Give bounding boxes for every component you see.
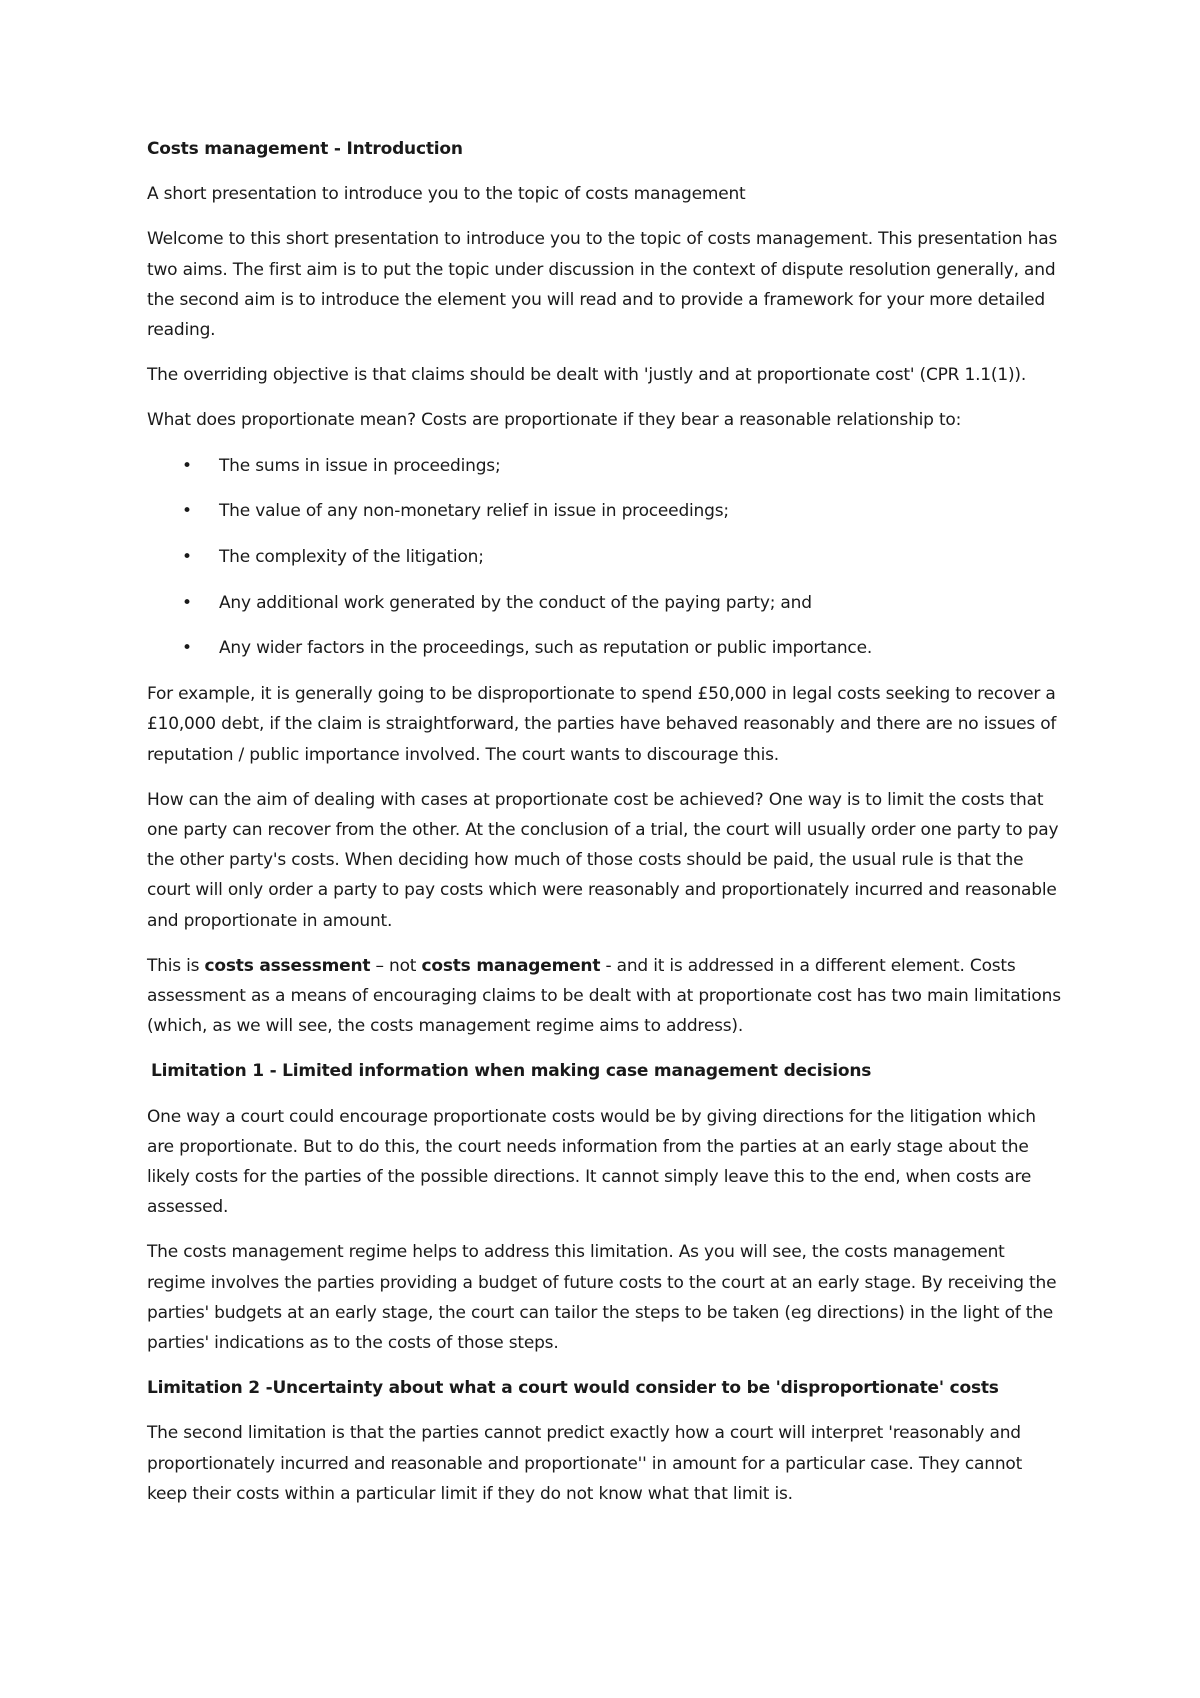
proportionality-factors-list bbox=[147, 451, 1067, 664]
limitation-2-heading: Limitation 2 -Uncertainty about what a court would consider to be 'disproportionate' costs bbox=[147, 1378, 999, 1399]
welcome-paragraph: Welcome to this short presentation to introduce you to the topic of costs management. This presentation has two aims. The first aim is to put the topic under discussion in the context of dispute resolution generally, and the second aim is to introduce the element you will read and to provide a framework for your more detailed reading. bbox=[147, 229, 1058, 341]
regime-paragraph: The costs management regime helps to address this limitation. As you will see, the costs management regime involves the parties providing a budget of future costs to the court at an early stage. By receiving the parties' budgets at an early stage, the court can tailor the steps to be taken (eg directions) in the light of the parties' indications as to the costs of those steps. bbox=[147, 1242, 1057, 1353]
costs-assessment-paragraph bbox=[147, 951, 1067, 1042]
bullet-icon: • bbox=[182, 455, 192, 476]
second-limitation-paragraph: The second limitation is that the parties cannot predict exactly how a court will interpret 'reasonably and proportionately incurred and reasonable and proportionate'' in amount for a particular case. They cannot keep their costs within a particular limit if they do not know what that limit is. bbox=[147, 1423, 1023, 1504]
list-item-text: Any wider factors in the proceedings, such as reputation or public importance. bbox=[219, 638, 873, 659]
bold-term-costs-assessment: costs assessment bbox=[204, 955, 371, 976]
bold-term-costs-management: costs management bbox=[421, 955, 601, 976]
subtitle-paragraph: A short presentation to introduce you to the topic of costs management bbox=[147, 184, 746, 205]
how-paragraph: How can the aim of dealing with cases at proportionate cost be achieved? One way is to limit the costs that one party can recover from the other. At the conclusion of a trial, the court will usually order one party to pay the other party's costs. When deciding how much of those costs should be paid, the usual rule is that the court will only order a party to pay costs which were reasonably and proportionately incurred and reasonable and proportionate in amount. bbox=[147, 789, 1059, 931]
bullet-icon: • bbox=[182, 638, 192, 659]
list-item-text: The value of any non-monetary relief in issue in proceedings; bbox=[219, 501, 729, 522]
list-item bbox=[147, 451, 1067, 481]
list-item-text: The sums in issue in proceedings; bbox=[219, 455, 501, 476]
limitation-1-heading: Limitation 1 - Limited information when making case management decisions bbox=[151, 1061, 872, 1082]
bullet-icon: • bbox=[182, 501, 192, 522]
example-paragraph: For example, it is generally going to be disproportionate to spend £50,000 in legal costs seeking to recover a £10,000 debt, if the claim is straightforward, the parties have behaved reasonably and there are no issues of reputation / public importance involved. The court wants to discourage this. bbox=[147, 684, 1057, 765]
list-item bbox=[147, 588, 1067, 618]
one-way-paragraph: One way a court could encourage proportionate costs would be by giving directions for the litigation which are proportionate. But to do this, the court needs information from the parties at an early stage about the likely costs for the parties of the possible directions. It cannot simply leave this to the end, when costs are assessed. bbox=[147, 1106, 1036, 1218]
bullet-icon: • bbox=[182, 592, 192, 613]
text-run: This is bbox=[147, 955, 205, 976]
bullet-icon: • bbox=[182, 547, 192, 568]
list-item bbox=[147, 633, 1067, 663]
proportionate-question-paragraph: What does proportionate mean? Costs are proportionate if they bear a reasonable relationship to: bbox=[147, 410, 962, 431]
text-run: - and it is addressed in a different element. Costs assessment as a means of encouraging claims to be dealt with at proportionate cost has two main limitations (which, as we will see, the costs management regime aims to address). bbox=[147, 955, 1061, 1037]
list-item bbox=[147, 542, 1067, 572]
list-item-text: Any additional work generated by the conduct of the paying party; and bbox=[219, 592, 812, 613]
overriding-objective-paragraph: The overriding objective is that claims should be dealt with 'justly and at proportionate cost' (CPR 1.1(1)). bbox=[147, 365, 1027, 386]
list-item bbox=[147, 496, 1067, 526]
document-page bbox=[147, 134, 1067, 1524]
text-run: – not bbox=[370, 955, 422, 976]
list-item-text: The complexity of the litigation; bbox=[219, 547, 484, 568]
document-title: Costs management - Introduction bbox=[147, 139, 463, 159]
